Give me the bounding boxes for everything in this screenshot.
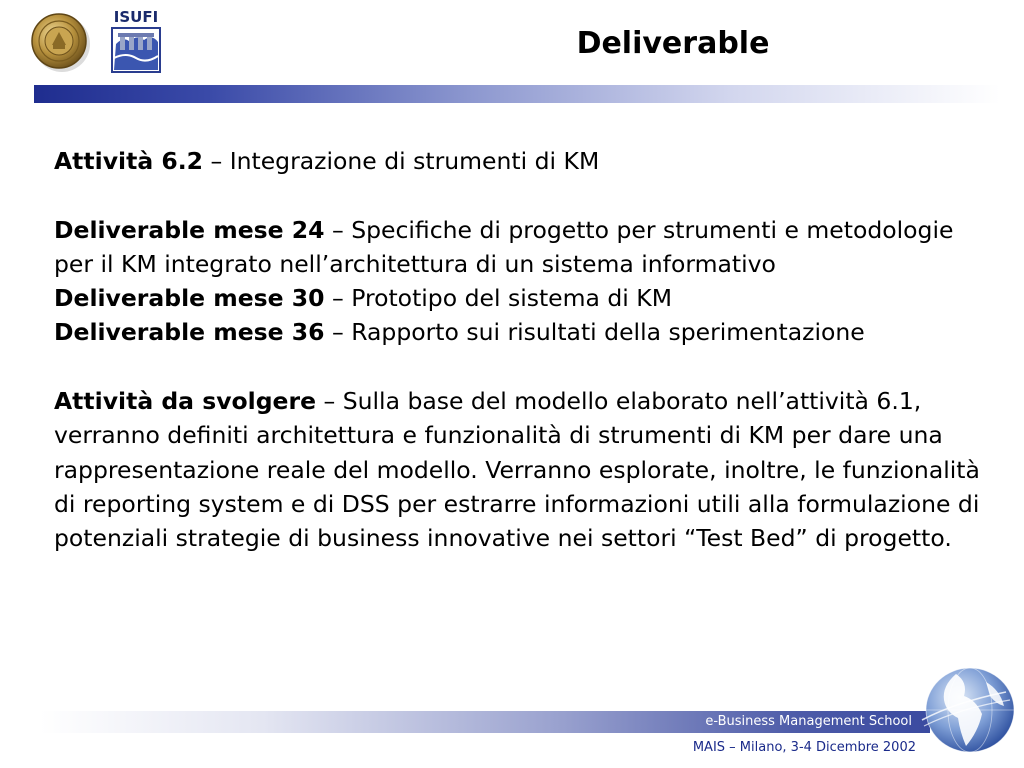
deliverable-36 xyxy=(54,315,984,349)
deliverable-30-label: Deliverable mese 30 xyxy=(54,284,325,313)
activity-line xyxy=(54,144,984,178)
activity-label: Attività 6.2 xyxy=(54,147,203,175)
deliverable-30 xyxy=(54,281,984,315)
activity-todo-label: Attività da svolgere xyxy=(54,387,317,416)
deliverable-36-text: – Rapporto sui risultati della sperimentazione xyxy=(324,318,865,347)
isufi-logo-icon xyxy=(106,6,166,76)
title-gradient-bar xyxy=(34,85,1000,103)
deliverable-24 xyxy=(54,213,984,282)
spacer xyxy=(54,350,984,384)
isufi-logo-text: ISUFI xyxy=(113,8,159,26)
globe-icon xyxy=(916,662,1018,756)
seal-icon xyxy=(30,12,90,72)
activity-todo xyxy=(54,384,984,555)
deliverable-24-text: – Specifiche di progetto per strumenti e metodologie per il KM integrato nell’architettura di un sistema informativo xyxy=(54,215,954,278)
page-title: Deliverable xyxy=(576,26,770,61)
slide-content xyxy=(54,144,984,556)
deliverable-36-label: Deliverable mese 36 xyxy=(54,318,325,347)
deliverable-30-text: – Prototipo del sistema di KM xyxy=(324,284,672,313)
footer-event: MAIS – Milano, 3-4 Dicembre 2002 xyxy=(692,740,916,755)
activity-text: – Integrazione di strumenti di KM xyxy=(203,147,600,175)
activity-todo-text: – Sulla base del modello elaborato nell’attività 6.1, verranno definiti architettura e funzionalità di strumenti di KM per dare una rappresentazione reale del modello. Verranno esplorate, inoltre, le funzionalità di reporting system e di DSS per estrarre informazioni utili alla formulazione di potenziali strategie di business innovative nei settori “Test Bed” di progetto. xyxy=(54,387,980,553)
footer-school-name: e-Business Management School xyxy=(705,714,912,729)
spacer xyxy=(54,178,984,212)
deliverable-24-label: Deliverable mese 24 xyxy=(54,215,325,244)
